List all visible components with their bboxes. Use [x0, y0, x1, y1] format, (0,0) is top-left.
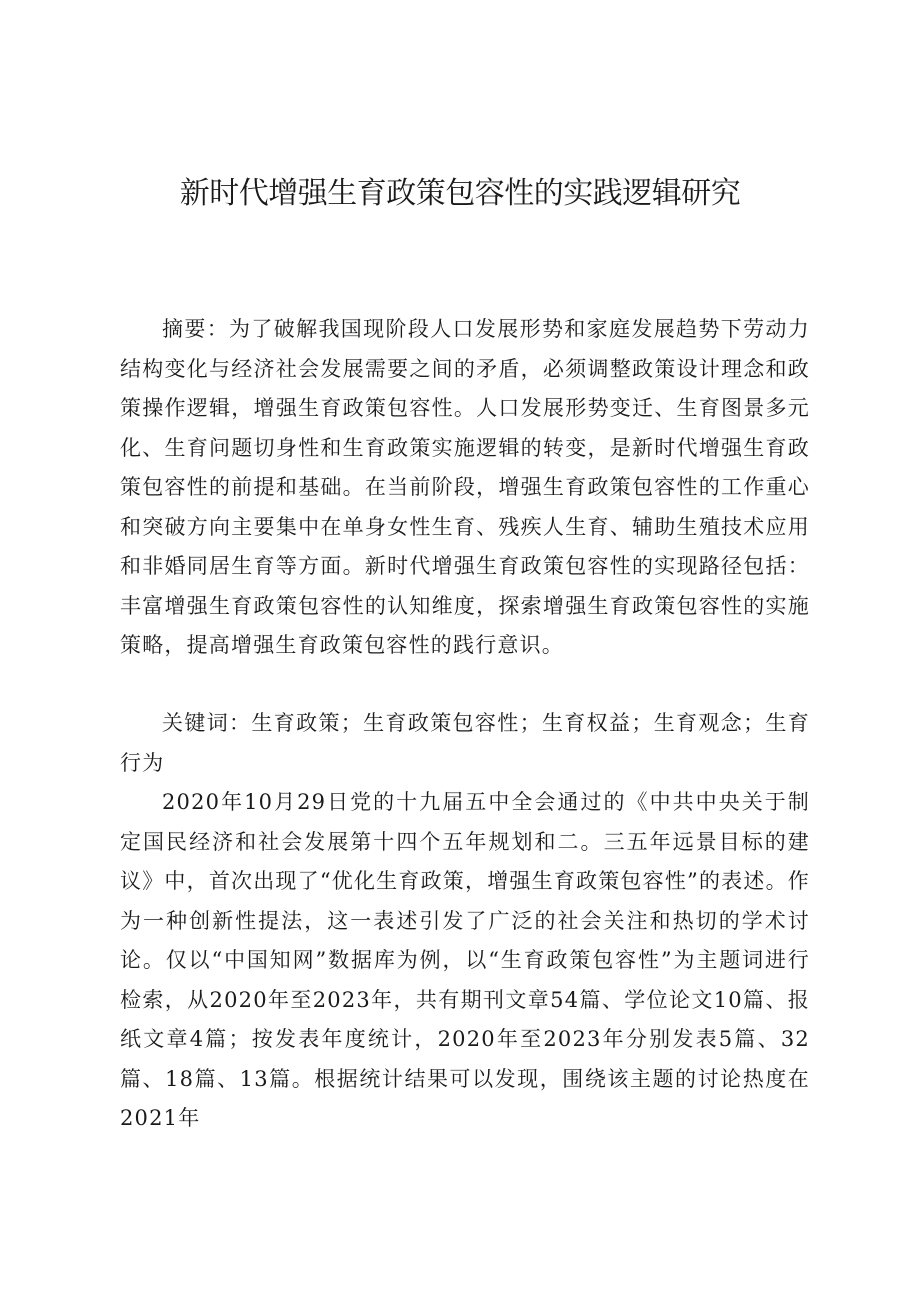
- intro-paragraph: 2020年10月29日党的十九届五中全会通过的《中共中央关于制定国民经济和社会发展第十四个五年规划和二。三五年远景目标的建议》中，首次出现了“优化生育政策，增强生育政策包容性”的表述。作为一种创新性提法，这一表述引发了广泛的社会关注和热切的学术讨论。仅以“中国知网”数据库为例，以“生育政策包容性”为主题词进行检索，从2020年至2023年，共有期刊文章54篇、学位论文10篇、报纸文章4篇；按发表年度统计，2020年至2023年分别发表5篇、32篇、18篇、13篇。根据统计结果可以发现，围绕该主题的讨论热度在2021年: [120, 790, 810, 1130]
- keywords-paragraph: 关键词：生育政策；生育政策包容性；生育权益；生育观念；生育行为: [120, 711, 810, 775]
- document-title: 新时代增强生育政策包容性的实践逻辑研究: [179, 176, 741, 211]
- abstract-paragraph: 摘要：为了破解我国现阶段人口发展形势和家庭发展趋势下劳动力结构变化与经济社会发展需要之间的矛盾，必须调整政策设计理念和政策操作逻辑，增强生育政策包容性。人口发展形势变迁、生育图景多元化、生育问题切身性和生育政策实施逻辑的转变，是新时代增强生育政策包容性的前提和基础。在当前阶段，增强生育政策包容性的工作重心和突破方向主要集中在单身女性生育、残疾人生育、辅助生殖技术应用和非婚同居生育等方面。新时代增强生育政策包容性的实现路径包括：丰富增强生育政策包容性的认知维度，探索增强生育政策包容性的实施策略，提高增强生育政策包容性的践行意识。: [120, 317, 810, 657]
